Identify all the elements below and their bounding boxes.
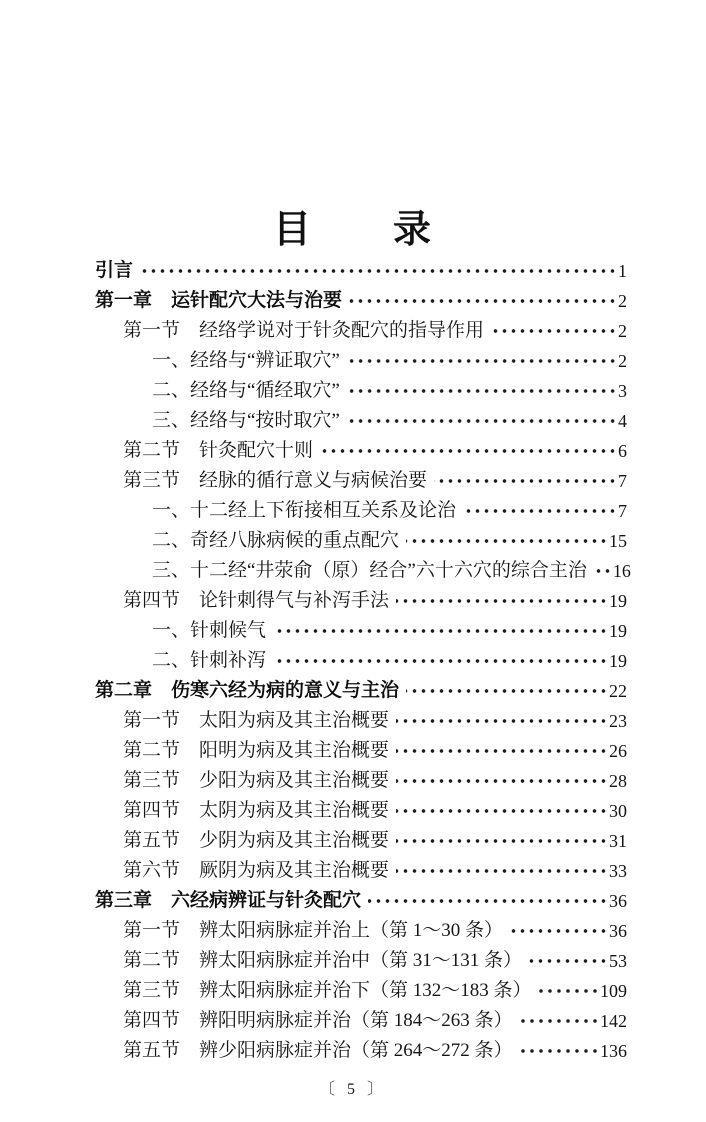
toc-entry-label: 第四节 太阴为病及其主治概要 bbox=[123, 800, 390, 821]
dot-leader bbox=[273, 616, 608, 646]
toc-row bbox=[95, 646, 627, 676]
dot-leader bbox=[520, 1036, 599, 1066]
toc-entry-label: 第五节 少阴为病及其主治概要 bbox=[123, 830, 390, 851]
toc-entry-label: 三、十二经“井荥俞（原）经合”六十六穴的综合主治 bbox=[152, 560, 587, 581]
toc-entry-label: 二、针刺补泻 bbox=[152, 650, 267, 671]
toc-entry-page: 6 bbox=[618, 441, 627, 461]
toc-row bbox=[95, 1036, 627, 1066]
toc-entry-page: 28 bbox=[609, 771, 627, 791]
toc-entry-page: 31 bbox=[609, 831, 627, 851]
dot-leader bbox=[273, 646, 608, 676]
toc-row bbox=[95, 796, 627, 826]
toc-entry-page: 26 bbox=[609, 741, 627, 761]
toc-entry-page: 30 bbox=[609, 801, 627, 821]
dot-leader bbox=[406, 676, 608, 706]
toc-row bbox=[95, 886, 627, 916]
toc-row bbox=[95, 256, 627, 286]
toc-entry-label: 第二节 辨太阳病脉症并治中（第 31～131 条） bbox=[123, 950, 523, 971]
toc-entry-page: 36 bbox=[609, 921, 627, 941]
toc-row bbox=[95, 466, 627, 496]
toc-entry-label: 第五节 辨少阳病脉症并治（第 264～272 条） bbox=[123, 1040, 513, 1061]
dot-leader bbox=[434, 466, 617, 496]
toc-row bbox=[95, 526, 627, 556]
toc-entry-page: 7 bbox=[618, 501, 627, 521]
toc-entry-label: 一、十二经上下衔接相互关系及论治 bbox=[152, 500, 457, 521]
dot-leader bbox=[347, 406, 617, 436]
dot-leader bbox=[396, 766, 608, 796]
dot-leader bbox=[520, 1006, 599, 1036]
toc-row bbox=[95, 1006, 627, 1036]
toc-entry-page: 136 bbox=[600, 1041, 627, 1061]
toc-entry-label: 引言 bbox=[95, 260, 134, 281]
dot-leader bbox=[594, 556, 612, 586]
toc-row bbox=[95, 376, 627, 406]
toc-row bbox=[95, 316, 627, 346]
toc-entry-page: 19 bbox=[609, 591, 627, 611]
toc-entry-page: 15 bbox=[609, 531, 627, 551]
toc-row bbox=[95, 826, 627, 856]
toc-row bbox=[95, 766, 627, 796]
toc-entry-label: 第一节 太阳为病及其主治概要 bbox=[123, 710, 390, 731]
toc-entry-page: 33 bbox=[609, 861, 627, 881]
dot-leader bbox=[463, 496, 617, 526]
dot-leader bbox=[396, 736, 608, 766]
toc-entry-page: 16 bbox=[612, 561, 631, 581]
dot-leader bbox=[140, 256, 617, 286]
toc-entry-page: 7 bbox=[618, 471, 627, 491]
toc-row bbox=[95, 736, 627, 766]
toc-entry-page: 19 bbox=[609, 651, 627, 671]
toc-row bbox=[95, 556, 631, 586]
toc-entry-label: 第三节 辨太阳病脉症并治下（第 132～183 条） bbox=[123, 980, 532, 1001]
toc-entry-label: 二、经络与“循经取穴” bbox=[152, 380, 340, 401]
dot-leader bbox=[349, 286, 617, 316]
toc-list bbox=[95, 256, 631, 1066]
toc-entry-label: 一、经络与“辨证取穴” bbox=[152, 350, 340, 371]
toc-row bbox=[95, 586, 627, 616]
toc-entry-label: 一、针刺候气 bbox=[152, 620, 267, 641]
toc-entry-label: 第三节 经脉的循行意义与病候治要 bbox=[123, 470, 428, 491]
toc-entry-label: 第三章 六经病辨证与针灸配穴 bbox=[95, 890, 362, 911]
toc-entry-page: 2 bbox=[618, 291, 627, 311]
toc-row bbox=[95, 286, 627, 316]
toc-row bbox=[95, 346, 627, 376]
toc-entry-label: 第二节 阳明为病及其主治概要 bbox=[123, 740, 390, 761]
toc-row bbox=[95, 976, 627, 1006]
dot-leader bbox=[539, 976, 599, 1006]
toc-entry-page: 53 bbox=[609, 951, 627, 971]
toc-entry-page: 36 bbox=[609, 891, 627, 911]
dot-leader bbox=[368, 886, 608, 916]
toc-entry-page: 4 bbox=[618, 411, 627, 431]
page-number-footer: 〔 5 〕 bbox=[318, 1081, 387, 1098]
toc-entry-page: 3 bbox=[618, 381, 627, 401]
toc-row bbox=[95, 946, 627, 976]
toc-entry-page: 2 bbox=[618, 351, 627, 371]
dot-leader bbox=[396, 826, 608, 856]
toc-entry-page: 1 bbox=[618, 261, 627, 281]
toc-row bbox=[95, 616, 627, 646]
toc-entry-label: 第四节 辨阳明病脉症并治（第 184～263 条） bbox=[123, 1010, 513, 1031]
toc-row bbox=[95, 406, 627, 436]
toc-entry-label: 第二章 伤寒六经为病的意义与主治 bbox=[95, 680, 400, 701]
toc-entry-page: 23 bbox=[609, 711, 627, 731]
dot-leader bbox=[529, 946, 608, 976]
toc-entry-label: 第一节 经络学说对于针灸配穴的指导作用 bbox=[123, 320, 485, 341]
toc-entry-label: 二、奇经八脉病候的重点配穴 bbox=[152, 530, 400, 551]
dot-leader bbox=[347, 376, 617, 406]
page-title: 目 录 bbox=[272, 209, 433, 251]
toc-row bbox=[95, 496, 627, 526]
toc-row bbox=[95, 436, 627, 466]
toc-row bbox=[95, 676, 627, 706]
dot-leader bbox=[320, 436, 617, 466]
toc-entry-label: 第一节 辨太阳病脉症并治上（第 1～30 条） bbox=[123, 920, 504, 941]
toc-entry-page: 19 bbox=[609, 621, 627, 641]
dot-leader bbox=[396, 856, 608, 886]
toc-row bbox=[95, 916, 627, 946]
toc-entry-page: 2 bbox=[618, 321, 627, 341]
dot-leader bbox=[347, 346, 617, 376]
toc-row bbox=[95, 706, 627, 736]
toc-entry-label: 第六节 厥阴为病及其主治概要 bbox=[123, 860, 390, 881]
toc-entry-label: 三、经络与“按时取穴” bbox=[152, 410, 340, 431]
toc-entry-label: 第一章 运针配穴大法与治要 bbox=[95, 290, 343, 311]
toc-entry-label: 第四节 论针刺得气与补泻手法 bbox=[123, 590, 390, 611]
dot-leader bbox=[396, 706, 608, 736]
dot-leader bbox=[491, 316, 617, 346]
dot-leader bbox=[406, 526, 608, 556]
toc-entry-page: 22 bbox=[609, 681, 627, 701]
dot-leader bbox=[396, 796, 608, 826]
dot-leader bbox=[510, 916, 608, 946]
toc-entry-label: 第二节 针灸配穴十则 bbox=[123, 440, 314, 461]
toc-entry-page: 142 bbox=[600, 1011, 627, 1031]
toc-entry-label: 第三节 少阳为病及其主治概要 bbox=[123, 770, 390, 791]
toc-entry-page: 109 bbox=[600, 981, 627, 1001]
toc-row bbox=[95, 856, 627, 886]
dot-leader bbox=[396, 586, 608, 616]
